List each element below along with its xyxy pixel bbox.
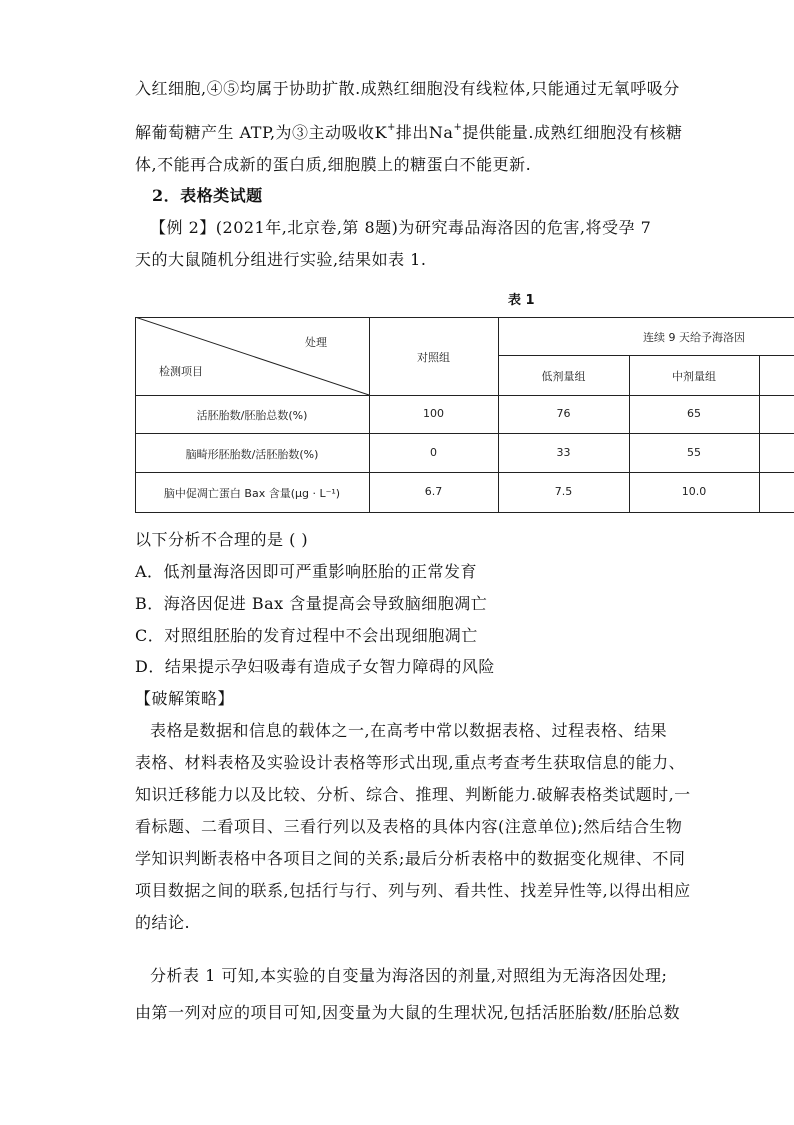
strategy-line: 的结论.: [135, 913, 191, 932]
text-run: 排出: [395, 123, 429, 142]
table-col-divider: [759, 355, 760, 513]
table-border-bottom: [135, 512, 794, 513]
corner-label-items: 检测项目: [159, 365, 203, 378]
cell-low: 7.5: [554, 485, 573, 498]
cell-low: 76: [556, 407, 571, 420]
analysis-line: 由第一列对应的项目可知,因变量为大鼠的生理状况,包括活胚胎数/胚胎总数: [135, 1003, 681, 1022]
option-d: D．结果提示孕妇吸毒有造成子女智力障碍的风险: [135, 657, 495, 676]
example-line: 【例 2】(2021年,北京卷,第 8题)为研究毒品海洛因的危害,将受孕 7: [150, 218, 652, 237]
row-label: 脑中促凋亡蛋白 Bax 含量(μg · L⁻¹): [163, 487, 341, 500]
strategy-line: 项目数据之间的联系,包括行与行、列与列、看共性、找差异性等,以得出相应: [135, 881, 691, 900]
data-table: [135, 317, 794, 513]
strategy-line: 表格、材料表格及实验设计表格等形式出现,重点考查考生获取信息的能力、: [135, 753, 686, 772]
na-ion: Na: [428, 123, 454, 142]
option-a: A．低剂量海洛因即可严重影响胚胎的正常发育: [135, 562, 478, 581]
table-corner-diagonal: [135, 317, 370, 396]
cell-control: 0: [430, 446, 437, 459]
row-label: 活胚胎数/胚胎总数(%): [196, 409, 308, 422]
table-group-divider: [498, 355, 794, 356]
strategy-line: 看标题、二看项目、三看行列以及表格的具体内容(注意单位);然后结合生物: [135, 817, 683, 836]
k-superscript: +: [387, 122, 396, 133]
paragraph-line: 入红细胞,④⑤均属于协助扩散.成熟红细胞没有线粒体,只能通过无氧呼吸分: [135, 79, 680, 98]
cell-mid: 55: [687, 446, 701, 459]
table-row-divider: [135, 472, 794, 473]
strategy-heading: 【破解策略】: [135, 689, 235, 708]
paragraph-line: 体,不能再合成新的蛋白质,细胞膜上的糖蛋白不能更新.: [135, 155, 532, 174]
col-header-control: 对照组: [417, 351, 450, 364]
corner-label-treatment: 处理: [305, 336, 327, 349]
na-superscript: +: [453, 122, 463, 133]
col-group-heroin: 连续 9 天给予海洛因: [643, 331, 745, 344]
row-label: 脑畸形胚胎数/活胚胎数(%): [185, 448, 319, 461]
col-header-low: 低剂量组: [541, 370, 586, 383]
cell-low: 33: [556, 446, 571, 459]
option-c: C．对照组胚胎的发育过程中不会出现细胞凋亡: [135, 626, 478, 645]
text-run: 解葡萄糖产生 ATP,为③主动吸收: [135, 123, 375, 142]
section-heading: 2．表格类试题: [152, 186, 263, 205]
paragraph-line: [135, 123, 682, 146]
strategy-line: 知识迁移能力以及比较、分析、综合、推理、判断能力.破解表格类试题时,一: [135, 785, 691, 804]
strategy-line: 表格是数据和信息的载体之一,在高考中常以数据表格、过程表格、结果: [150, 721, 668, 740]
table-row-divider: [135, 433, 794, 434]
cell-control: 100: [423, 407, 444, 420]
k-ion: K: [374, 123, 388, 142]
cell-control: 6.7: [424, 485, 443, 498]
option-b: B．海洛因促进 Bax 含量提高会导致脑细胞凋亡: [135, 594, 488, 613]
col-header-mid: 中剂量组: [672, 370, 716, 383]
text-run: 提供能量.成熟红细胞没有核糖: [462, 123, 683, 142]
analysis-line: 分析表 1 可知,本实验的自变量为海洛因的剂量,对照组为无海洛因处理;: [150, 966, 668, 985]
cell-mid: 65: [687, 407, 701, 420]
example-line: 天的大鼠随机分组进行实验,结果如表 1.: [135, 250, 427, 269]
question-stem: 以下分析不合理的是 ( ): [135, 530, 309, 549]
cell-mid: 10.0: [681, 485, 707, 498]
strategy-line: 学知识判断表格中各项目之间的关系;最后分析表格中的数据变化规律、不同: [135, 849, 686, 868]
table-caption: 表 1: [508, 293, 535, 308]
